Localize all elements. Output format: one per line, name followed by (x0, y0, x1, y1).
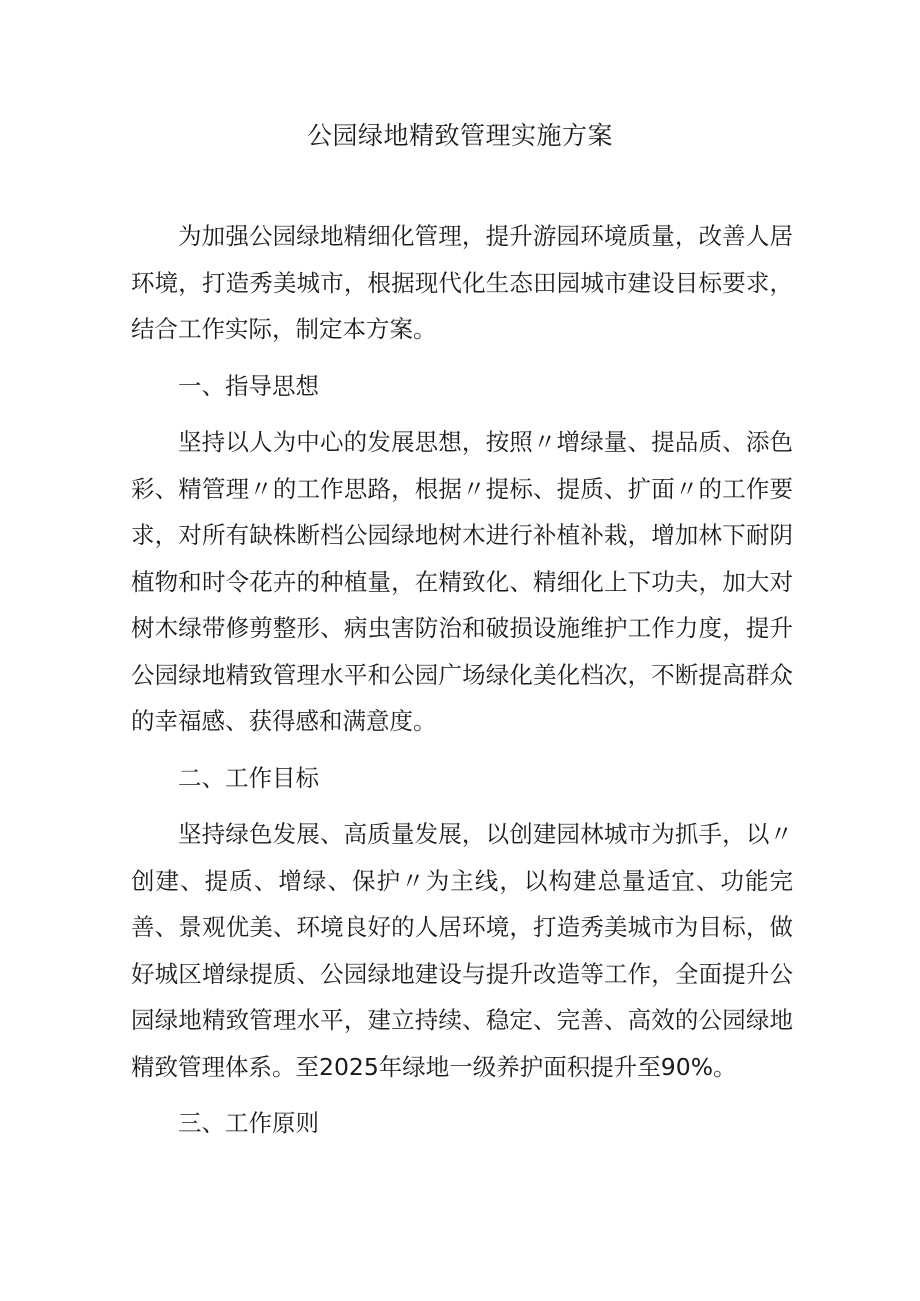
section-body-work-goals: 坚持绿色发展、高质量发展，以创建园林城市为抓手，以〃创建、提质、增绿、保护〃为主线，以构建总量适宜、功能完善、景观优美、环境良好的人居环境，打造秀美城市为目标，做好城区增绿提质、公园绿地建设与提升改造等工作，全面提升公园绿地精致管理水平，建立持续、稳定、完善、高效的公园绿地精致管理体系。至2025年绿地一级养护面积提升至90%。 (131, 820, 793, 1081)
section-body-guiding-ideology: 坚持以人为中心的发展思想，按照〃增绿量、提品质、添色彩、精管理〃的工作思路，根据〃提标、提质、扩面〃的工作要求，对所有缺株断档公园绿地树木进行补植补栽，增加林下耐阴植物和时令花卉的种植量，在精致化、精细化上下功夫，加大对树木绿带修剪整形、病虫害防治和破损设施维护工作力度，提升公园绿地精致管理水平和公园广场绿化美化档次，不断提高群众的幸福感、获得感和满意度。 (131, 428, 793, 735)
section-heading-guiding-ideology: 一、指导思想 (178, 371, 319, 400)
document-title: 公园绿地精致管理实施方案 (306, 121, 613, 150)
section-heading-work-goals: 二、工作目标 (178, 763, 319, 792)
intro-paragraph: 为加强公园绿地精细化管理，提升游园环境质量，改善人居环境，打造秀美城市，根据现代化生态田园城市建设目标要求，结合工作实际，制定本方案。 (131, 222, 793, 343)
document-body (131, 213, 793, 1157)
section-heading-work-principles: 三、工作原则 (178, 1109, 319, 1137)
